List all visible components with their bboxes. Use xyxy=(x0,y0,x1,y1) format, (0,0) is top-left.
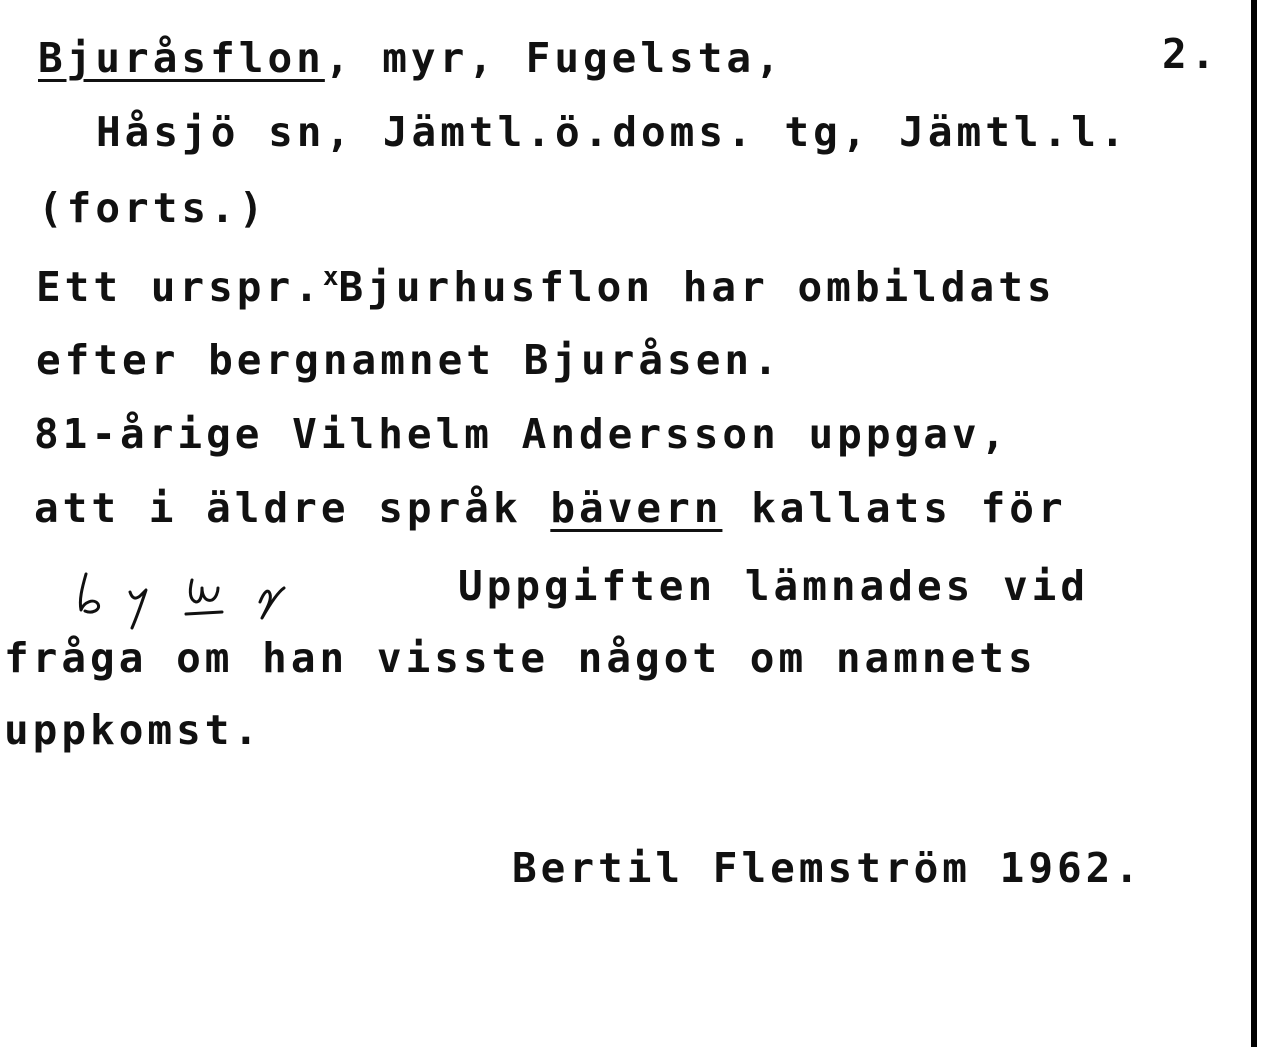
body-line-4 xyxy=(34,484,1067,532)
body-line-1 xyxy=(36,262,1056,311)
body-line-4-start: att i äldre språk xyxy=(34,484,551,532)
reconstructed-form-mark: x xyxy=(322,262,339,292)
location-line: Håsjö sn, Jämtl.ö.doms. tg, Jämtl.l. xyxy=(96,108,1129,156)
handwritten-word-byun xyxy=(72,566,312,636)
heading-line xyxy=(38,34,784,82)
page-number: 2. xyxy=(1162,30,1220,78)
body-line-6: fråga om han visste något om namnets xyxy=(4,634,1037,682)
body-line-1-start: Ett urspr. xyxy=(36,263,323,311)
body-line-1-end: Bjurhusflon har ombildats xyxy=(338,263,1056,311)
body-line-3: 81-årige Vilhelm Andersson uppgav, xyxy=(34,410,1010,458)
body-line-5: Uppgiften lämnades vid xyxy=(458,562,1090,610)
underlined-word: bävern xyxy=(550,484,723,532)
card-right-edge-line xyxy=(1251,0,1257,1047)
body-line-2: efter bergnamnet Bjuråsen. xyxy=(36,336,782,384)
signature: Bertil Flemström 1962. xyxy=(512,844,1144,892)
continuation-note: (forts.) xyxy=(38,184,268,232)
body-line-7: uppkomst. xyxy=(4,706,263,754)
place-name: Bjuråsflon xyxy=(38,34,325,82)
heading-rest: , myr, Fugelsta, xyxy=(324,34,784,82)
body-line-4-end: kallats för xyxy=(722,484,1067,532)
